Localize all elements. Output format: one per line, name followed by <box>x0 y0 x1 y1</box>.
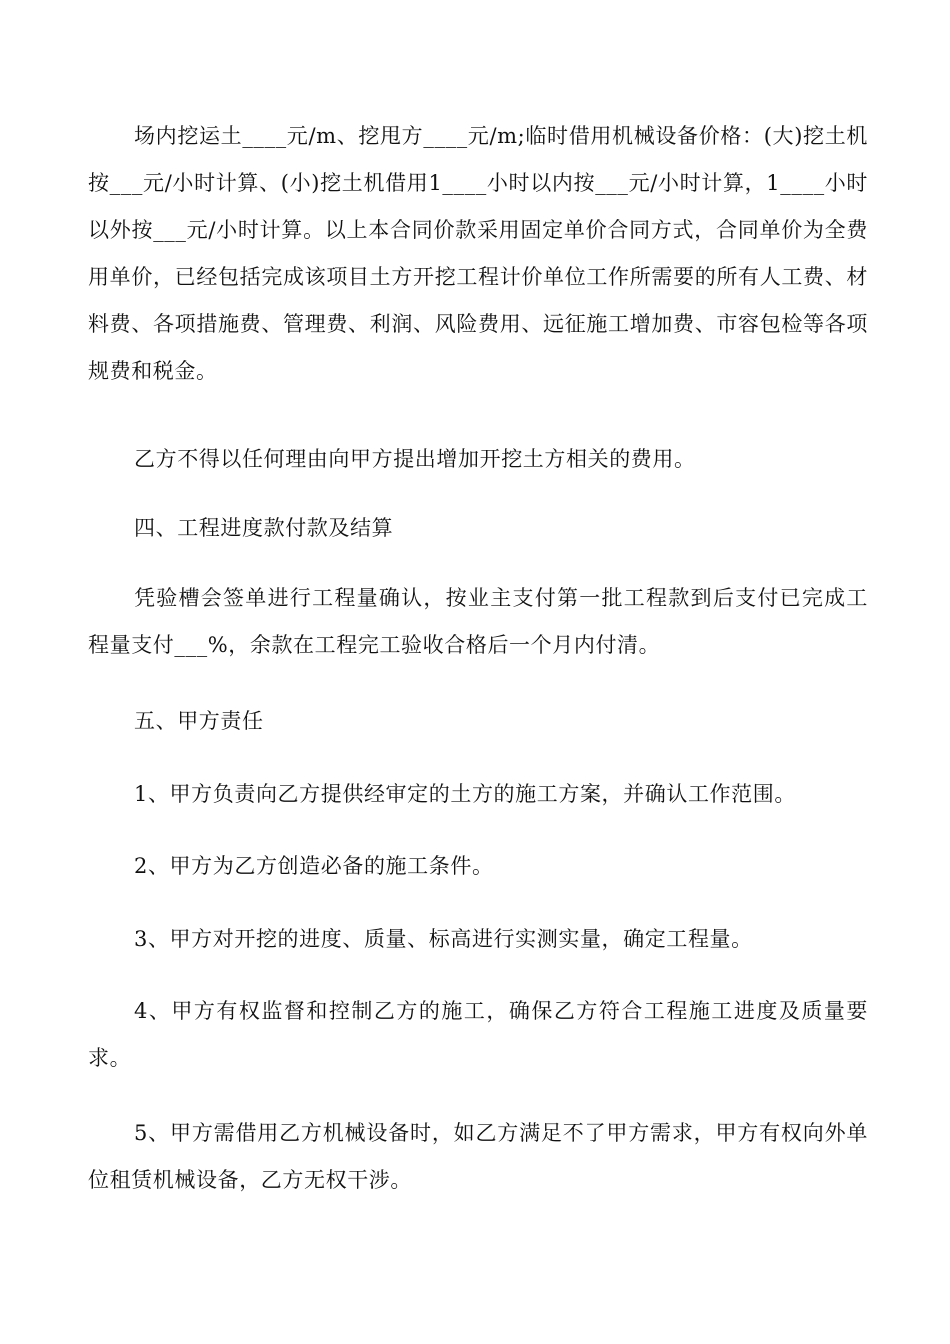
section-heading-party-a-duties: 五、甲方责任 <box>134 709 264 733</box>
paragraph-no-extra-fees: 乙方不得以任何理由向甲方提出增加开挖土方相关的费用。 <box>134 447 696 471</box>
list-item-duty-1: 1、甲方负责向乙方提供经审定的土方的施工方案，并确认工作范围。 <box>134 782 796 806</box>
list-item-duty-3: 3、甲方对开挖的进度、质量、标高进行实测实量，确定工程量。 <box>134 927 753 951</box>
list-item-duty-5: 5、甲方需借用乙方机械设备时，如乙方满足不了甲方需求，甲方有权向外单位租赁机械设备，乙方无权干涉。 <box>88 1121 868 1192</box>
paragraph-payment: 凭验槽会签单进行工程量确认，按业主支付第一批工程款到后支付已完成工程量支付___%，余款在工程完工验收合格后一个月内付清。 <box>88 586 868 657</box>
list-item-duty-2: 2、甲方为乙方创造必备的施工条件。 <box>134 854 494 878</box>
paragraph-pricing: 场内挖运土____元/m、挖甩方____元/m;临时借用机械设备价格：(大)挖土机按___元/小时计算、(小)挖土机借用1____小时以内按___元/小时计算，1____小时以外按___元/小时计算。以上本合同价款采用固定单价合同方式，合同单价为全费用单价，已经包括完成该项目土方开挖工程计价单位工作所需要的所有人工费、材料费、各项措施费、管理费、利润、风险费用、远征施工增加费、市容包检等各项规费和税金。 <box>88 124 868 383</box>
list-item-duty-4: 4、甲方有权监督和控制乙方的施工，确保乙方符合工程施工进度及质量要求。 <box>88 999 868 1070</box>
section-heading-payment: 四、工程进度款付款及结算 <box>134 516 394 540</box>
